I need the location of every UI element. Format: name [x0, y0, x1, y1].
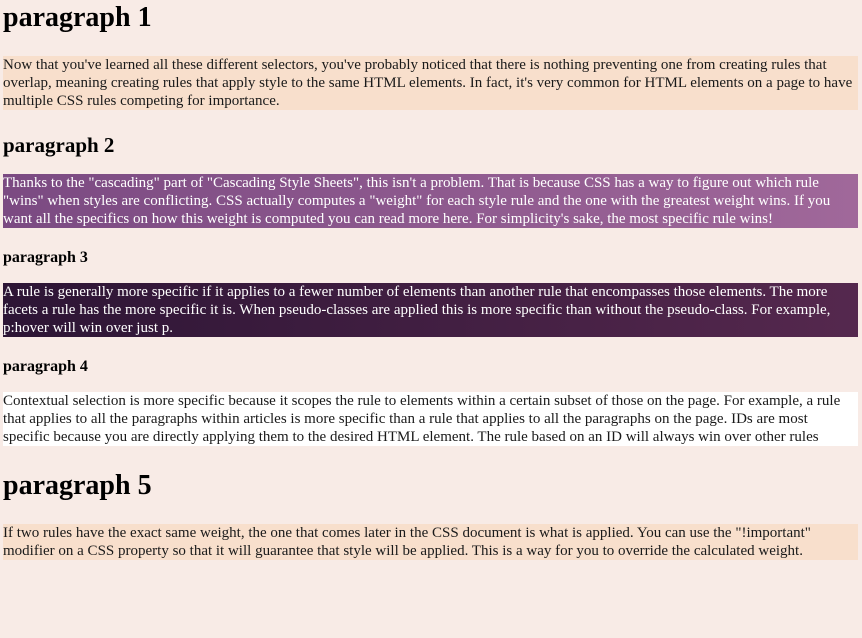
heading-paragraph-1: paragraph 1: [3, 2, 152, 33]
paragraph-3-text: A rule is generally more specific if it applies to a fewer number of elements than another rule that encompasses those elements. The more facets a rule has the more specific it is. When pseudo-classes are applied this is more specific than without the pseudo-class. For example, p:hover will win over just p.: [3, 283, 858, 337]
heading-paragraph-3: paragraph 3: [3, 249, 88, 266]
paragraph-5-text: If two rules have the exact same weight, the one that comes later in the CSS document is what is applied. You can use the "!important" modifier on a CSS property so that it will guarantee that style will be applied. This is a way for you to override the calculated weight.: [3, 524, 858, 560]
paragraph-1-text: Now that you've learned all these different selectors, you've probably noticed that there is nothing preventing one from creating rules that overlap, meaning creating rules that apply style to the same HTML elements. In fact, it's very common for HTML elements on a page to have multiple CSS rules competing for importance.: [3, 56, 858, 110]
paragraph-2-text: Thanks to the "cascading" part of "Cascading Style Sheets", this isn't a problem. That is because CSS has a way to figure out which rule "wins" when styles are conflicting. CSS actually computes a "weight" for each style rule and the one with the greatest weight wins. If you want all the specifics on how this weight is computed you can read more here. For simplicity's sake, the most specific rule wins!: [3, 174, 858, 228]
heading-paragraph-5: paragraph 5: [3, 470, 152, 501]
paragraph-4-text: Contextual selection is more specific because it scopes the rule to elements within a certain subset of those on the page. For example, a rule that applies to all the paragraphs within articles is more specific than a rule that applies to all the paragraphs on the page. IDs are most specific because you are directly applying them to the desired HTML element. The rule based on an ID will always win over other rules: [3, 392, 858, 446]
heading-paragraph-2: paragraph 2: [3, 133, 115, 157]
heading-paragraph-4: paragraph 4: [3, 358, 88, 375]
